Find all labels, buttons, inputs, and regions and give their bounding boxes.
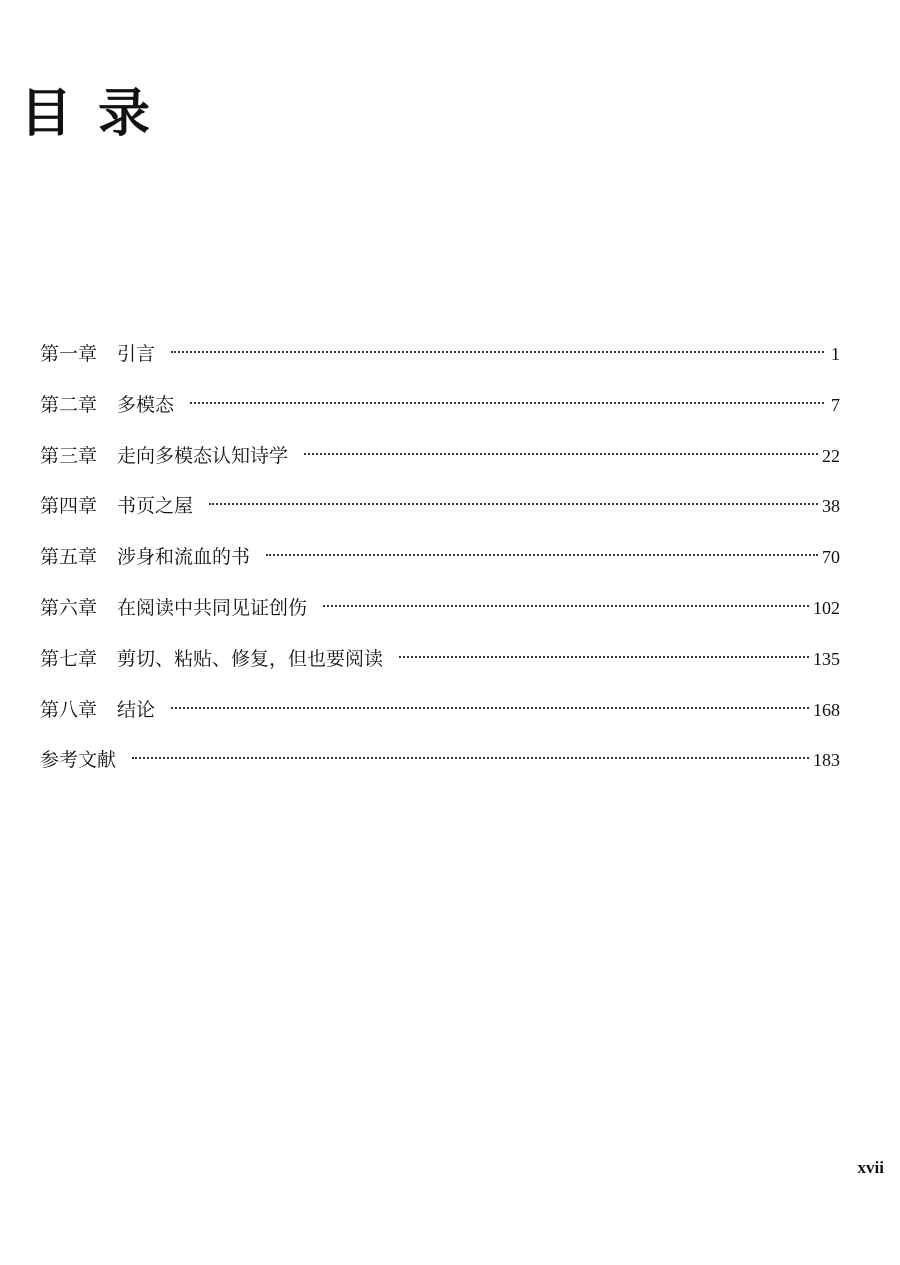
toc-entry-chapter-8[interactable]	[40, 695, 840, 746]
chapter-label: 第二章	[40, 393, 98, 416]
toc-entry-chapter-4[interactable]	[40, 491, 840, 542]
toc-entry-chapter-3[interactable]	[40, 441, 840, 492]
chapter-title: 多模态	[117, 393, 175, 416]
dot-leader	[266, 554, 818, 556]
chapter-title: 参考文献	[40, 749, 117, 772]
toc-entry-chapter-2[interactable]	[40, 390, 840, 441]
dot-leader	[190, 402, 824, 404]
page-number: 102	[813, 597, 840, 618]
chapter-label: 第五章	[40, 546, 98, 569]
table-of-contents	[40, 339, 840, 796]
dot-leader	[132, 757, 809, 759]
chapter-title: 在阅读中共同见证创伤	[117, 596, 308, 619]
page-number: 7	[831, 394, 840, 415]
dot-leader	[171, 707, 809, 709]
chapter-label: 第六章	[40, 596, 98, 619]
chapter-title: 剪切、粘贴、修复，但也要阅读	[117, 647, 384, 670]
page-number: 38	[822, 496, 840, 517]
toc-entry-chapter-5[interactable]	[40, 542, 840, 593]
chapter-title: 涉身和流血的书	[117, 546, 251, 569]
dot-leader	[171, 351, 824, 353]
page-number: 183	[813, 750, 840, 771]
toc-entry-chapter-7[interactable]	[40, 644, 840, 695]
toc-entry-chapter-1[interactable]	[40, 339, 840, 390]
toc-entry-chapter-6[interactable]	[40, 593, 840, 644]
chapter-label: 第三章	[40, 444, 98, 467]
page-folio: xvii	[857, 1158, 884, 1177]
chapter-title: 走向多模态认知诗学	[117, 444, 289, 467]
page-number: 22	[822, 445, 840, 466]
chapter-title: 引言	[117, 343, 156, 365]
chapter-title: 书页之屋	[117, 495, 194, 518]
dot-leader	[304, 453, 818, 455]
chapter-label: 第八章	[40, 698, 98, 721]
dot-leader	[209, 503, 818, 505]
chapter-title: 结论	[117, 698, 156, 721]
page-number: 168	[813, 699, 840, 720]
page-title: 目录	[20, 83, 177, 144]
chapter-label: 第七章	[40, 647, 98, 670]
page-number: 70	[822, 547, 840, 568]
page-number: 1	[831, 344, 840, 364]
chapter-label: 第四章	[40, 495, 98, 518]
page-number: 135	[813, 648, 840, 669]
chapter-label: 第一章	[40, 343, 98, 365]
toc-entry-references[interactable]	[40, 745, 840, 796]
dot-leader	[323, 605, 809, 607]
dot-leader	[399, 656, 809, 658]
